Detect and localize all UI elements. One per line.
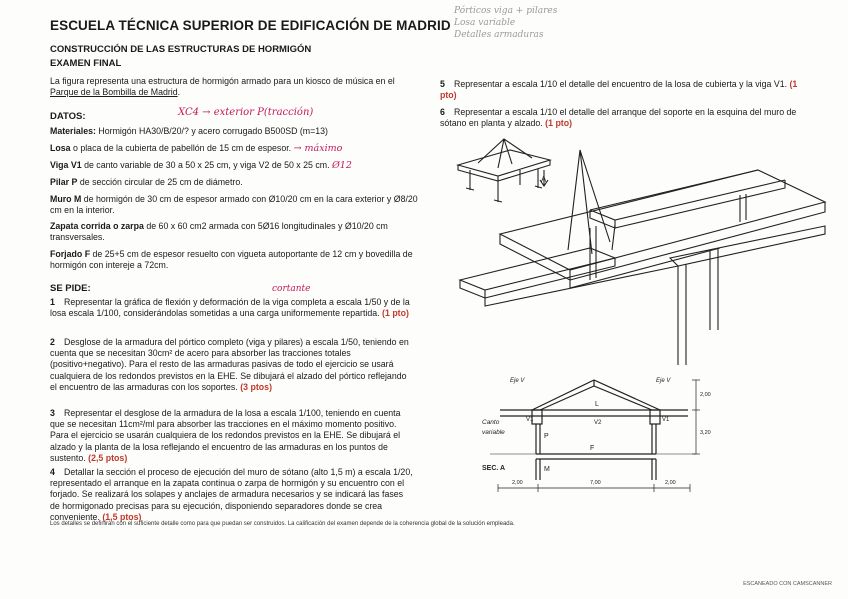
pide-annotation: cortante bbox=[272, 284, 311, 294]
label-v2: V2 bbox=[594, 420, 602, 426]
note-canto: Canto bbox=[482, 419, 500, 426]
label-l: L bbox=[595, 401, 599, 408]
question-number: 5 bbox=[440, 79, 445, 89]
question-item-1 bbox=[50, 297, 415, 319]
section-columns bbox=[536, 424, 656, 454]
datos-muro bbox=[50, 194, 425, 216]
handwritten-note-line: Losa variable bbox=[454, 18, 516, 28]
materials-text: Hormigón HA30/B/20/? y acero corrugado B500SD (m=13) bbox=[95, 126, 328, 136]
section-marker-a: A bbox=[541, 175, 547, 184]
muro-text: de hormigón de 30 cm de espesor armado con Ø10/20 cm en la cara exterior y Ø8/20 cm en la interior. bbox=[50, 194, 418, 216]
viga-text: de canto variable de 30 a 50 x 25 cm, y viga V2 de 50 x 25 cm. bbox=[81, 160, 330, 170]
label-sec-a: SEC. A bbox=[482, 465, 506, 472]
forjado-text: de 25+5 cm de espesor resuelto con vigueta autoportante de 12 cm y bovedilla de hormigón con intereje a 72cm. bbox=[50, 249, 413, 271]
question-points: (3 ptos) bbox=[240, 381, 272, 392]
datos-heading: DATOS: bbox=[50, 111, 86, 122]
question-number: 4 bbox=[50, 467, 55, 477]
structure-perspective-drawing bbox=[440, 130, 830, 365]
question-points: (1 pto) bbox=[382, 308, 409, 319]
dim-side: 3,20 bbox=[700, 430, 711, 436]
note-axis-left: Eje V bbox=[510, 378, 525, 384]
label-m: M bbox=[544, 466, 550, 473]
question-item-3 bbox=[50, 408, 415, 464]
datos-viga bbox=[50, 160, 430, 171]
question-text: Representar la gráfica de flexión y deformación de la viga completa a escala 1/50 y de la losa escala 1/100, considerándolas sometidas a una carga uniformemente repartida. bbox=[50, 297, 410, 319]
label-p: P bbox=[544, 433, 549, 440]
scan-watermark: ESCANEADO CON CAMSCANNER bbox=[743, 581, 832, 587]
intro-place: Parque de la Bombilla de Madrid bbox=[50, 87, 178, 98]
question-number: 2 bbox=[50, 337, 55, 347]
exam-label: EXAMEN FINAL bbox=[50, 58, 122, 69]
handwritten-note-line: Pórticos viga + pilares bbox=[454, 6, 558, 16]
intro-end: . bbox=[177, 87, 181, 98]
label-v1-left: V1 bbox=[526, 417, 534, 423]
question-text: Representar a escala 1/10 el detalle del arranque del soporte en la esquina del muro de sótano en planta y alzado. bbox=[440, 107, 797, 129]
viga-note: Ø12 bbox=[332, 160, 352, 171]
question-text: Representar el desglose de la armadura de la losa a escala 1/100, teniendo en cuenta que se necesitan 11cm²/ml para absorber las tracciones en el máximo momento positivo. Para el ejercicio se usarán cualquiera de los redondos previstos en la EHE. Se dibujará el alzado y la planta de la losa reflejando el encuentro de las armaduras en los puntos de sustento. bbox=[50, 408, 401, 463]
datos-annotation: XC4 → exterior P(tracción) bbox=[178, 107, 314, 118]
losa-label: Losa bbox=[50, 143, 71, 153]
question-item-2 bbox=[50, 337, 415, 393]
datos-pilar bbox=[50, 177, 425, 188]
pilar-text: de sección circular de 25 cm de diámetro. bbox=[77, 177, 243, 187]
dim-mid: 7,00 bbox=[590, 480, 601, 486]
question-points: (1 pto) bbox=[440, 79, 798, 101]
pilar-label: Pilar P bbox=[50, 177, 78, 187]
handwritten-note-top bbox=[454, 5, 557, 41]
intro-text: La figura representa una estructura de hormigón armado para un kiosco de música en el bbox=[50, 76, 395, 86]
question-points: (1,5 ptos) bbox=[102, 511, 142, 522]
roof-slab bbox=[460, 150, 825, 298]
handwritten-note-line: Detalles armaduras bbox=[454, 30, 544, 40]
question-text: Desglose de la armadura del pórtico completo (viga y pilares) a escala 1/50, teniendo en cuenta que se necesitan 30cm² de acero para absorber las tracciones totales (positivo+negativo). Para el resto de las armaduras pasivas de todo el ejercicio se usará cualquiera de los redondos previstos en la EHE. Se dibujará el alzado del pórtico reflejando el encuentro de las armaduras con los soportes. bbox=[50, 337, 409, 392]
section-dimension-lines bbox=[498, 380, 700, 492]
footer-note: Los detalles se definirán con el suficiente detalle como para que puedan ser construidos. La calificación del examen depende de la coherencia global de la solución empleada. bbox=[50, 521, 515, 527]
dim-top: 2,00 bbox=[700, 392, 711, 398]
zapata-label: Zapata corrida o zarpa bbox=[50, 221, 144, 231]
course-subtitle: CONSTRUCCIÓN DE LAS ESTRUCTURAS DE HORMIGÓN bbox=[50, 44, 312, 55]
kiosk-key-sketch bbox=[458, 139, 550, 202]
materials-label: Materiales: bbox=[50, 126, 96, 136]
datos-losa bbox=[50, 143, 430, 154]
cross-section-drawing bbox=[460, 368, 725, 526]
datos-zapata bbox=[50, 221, 425, 243]
question-number: 3 bbox=[50, 408, 55, 418]
question-points: (2,5 ptos) bbox=[88, 452, 128, 463]
roof-beams bbox=[485, 226, 825, 306]
forjado-label: Forjado F bbox=[50, 249, 91, 259]
datos-forjado bbox=[50, 249, 425, 271]
dim-left: 2,00 bbox=[512, 480, 523, 486]
question-item-5 bbox=[440, 79, 805, 101]
intro-paragraph bbox=[50, 76, 420, 98]
question-text: Detallar la sección el proceso de ejecución del muro de sótano (alto 1,5 m) a escala 1/20, representado el arranque en la zapata continua o zarpa de hormigón y su encuentro con el forjado. Se realizará los solapes y anclajes de armadura necesarios y se indicará las fases de hormigonado precisas para su ejecución, disponiendo separadores donde se crea conveniente. bbox=[50, 467, 413, 522]
note-axis-right: Eje V bbox=[656, 378, 671, 384]
zapata-text: de 60 x 60 cm2 armada con 5Ø16 longitudinales y Ø10/20 cm transversales. bbox=[50, 221, 388, 243]
losa-text: o placa de la cubierta de pabellón de 15 cm de espesor. bbox=[70, 143, 292, 153]
pide-heading: SE PIDE: bbox=[50, 283, 91, 294]
viga-label: Viga V1 bbox=[50, 160, 82, 170]
section-walls bbox=[490, 454, 696, 480]
section-forjado bbox=[536, 454, 656, 459]
question-points: (1 pto) bbox=[545, 118, 573, 129]
dim-right: 2,00 bbox=[665, 480, 676, 486]
question-item-6 bbox=[440, 107, 805, 129]
question-item-4 bbox=[50, 467, 415, 523]
label-f: F bbox=[590, 445, 595, 452]
question-text: Representar a escala 1/10 el detalle del encuentro de la losa de cubierta y la viga V1. bbox=[454, 79, 788, 89]
losa-note: → máximo bbox=[293, 143, 343, 154]
question-number: 6 bbox=[440, 107, 445, 117]
note-variable: variable bbox=[482, 429, 505, 436]
muro-label: Muro M bbox=[50, 194, 82, 204]
question-number: 1 bbox=[50, 297, 55, 307]
datos-materials bbox=[50, 126, 425, 137]
label-v1-right: V1 bbox=[662, 417, 670, 423]
page-title: ESCUELA TÉCNICA SUPERIOR DE EDIFICACIÓN DE MADRID bbox=[50, 18, 451, 33]
